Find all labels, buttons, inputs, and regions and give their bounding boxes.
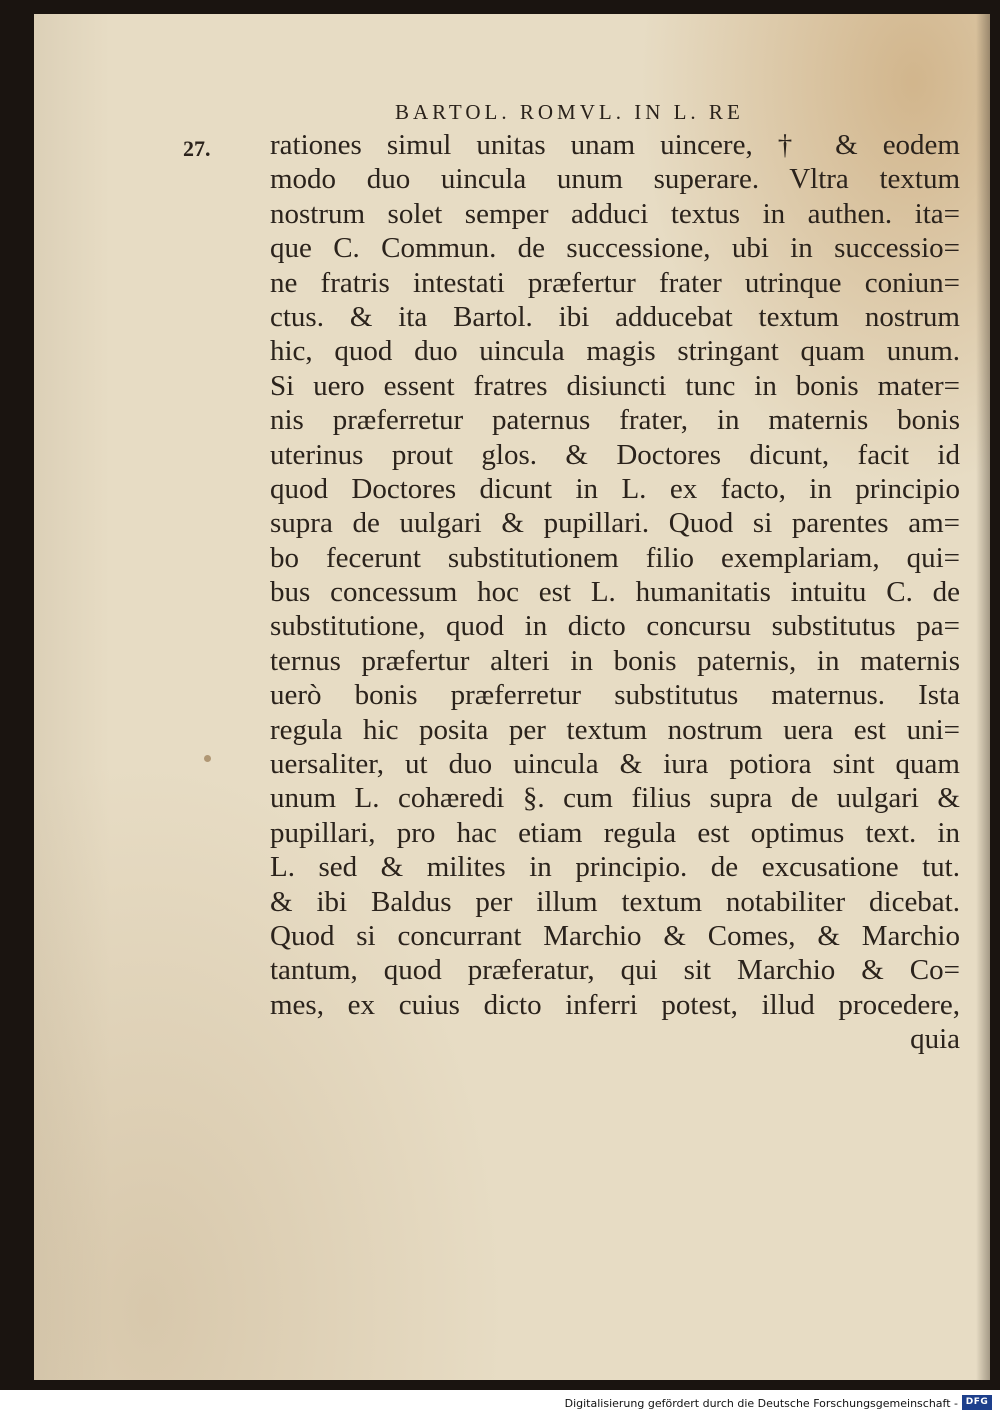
text-line: Quod si concurrant Marchio & Comes, & Marchio — [270, 919, 960, 952]
dfg-logo: DFG — [962, 1395, 992, 1410]
ink-spot — [204, 755, 211, 762]
text-line: ternus præfertur alteri in bonis paternis, in maternis — [270, 644, 960, 677]
body-text — [270, 128, 960, 1057]
text-line: uerò bonis præferretur substitutus maternus. Ista — [270, 679, 960, 712]
text-line: pupillari, pro hac etiam regula est optimus text. in — [270, 816, 960, 849]
text-line: uterinus prout glos. & Doctores dicunt, facit id — [270, 438, 960, 471]
text-line: ne fratris intestati præfertur frater utrinque coniun= — [270, 266, 960, 299]
text-line: que C. Commun. de successione, ubi in successio= — [270, 232, 960, 265]
text-line: bo fecerunt substitutionem filio exemplariam, qui= — [270, 541, 960, 574]
text-line: modo duo uincula unum superare. Vltra textum — [270, 163, 960, 196]
text-line: nostrum solet semper adduci textus in authen. ita= — [270, 197, 960, 230]
text-line: substitutione, quod in dicto concursu substitutus pa= — [270, 610, 960, 643]
text-line: hic, quod duo uincula magis stringant quam unum. — [270, 335, 960, 368]
catchword: quia — [910, 1023, 960, 1056]
footer-bar — [0, 1390, 1000, 1417]
page-edge-shadow — [976, 14, 990, 1380]
text-line: mes, ex cuius dicto inferri potest, illud procedere, — [270, 988, 960, 1021]
text-line: supra de uulgari & pupillari. Quod si parentes am= — [270, 507, 960, 540]
text-line: quod Doctores dicunt in L. ex facto, in principio — [270, 472, 960, 505]
text-line: & ibi Baldus per illum textum notabiliter dicebat. — [270, 885, 960, 918]
text-line: regula hic posita per textum nostrum uera est uni= — [270, 713, 960, 746]
text-line: rationes simul unitas unam uincere, † & eodem — [270, 129, 960, 161]
text-line: Si uero essent fratres disiuncti tunc in bonis mater= — [270, 369, 960, 402]
text-line: nis præferretur paternus frater, in maternis bonis — [270, 404, 960, 437]
text-line: L. sed & milites in principio. de excusatione tut. — [270, 851, 960, 884]
text-line: unum L. cohæredi §. cum filius supra de uulgari & — [270, 782, 960, 815]
margin-number: 27. — [183, 136, 211, 161]
text-line: ctus. & ita Bartol. ibi adducebat textum nostrum — [270, 300, 960, 333]
running-header: BARTOL. ROMVL. IN L. RE — [395, 100, 744, 124]
text-line: uersaliter, ut duo uincula & iura potiora sint quam — [270, 748, 960, 781]
funding-credit: Digitalisierung gefördert durch die Deutsche Forschungsgemeinschaft - — [564, 1397, 958, 1410]
text-line: tantum, quod præferatur, qui sit Marchio & Co= — [270, 954, 960, 987]
text-line: bus concessum hoc est L. humanitatis intuitu C. de — [270, 576, 960, 609]
